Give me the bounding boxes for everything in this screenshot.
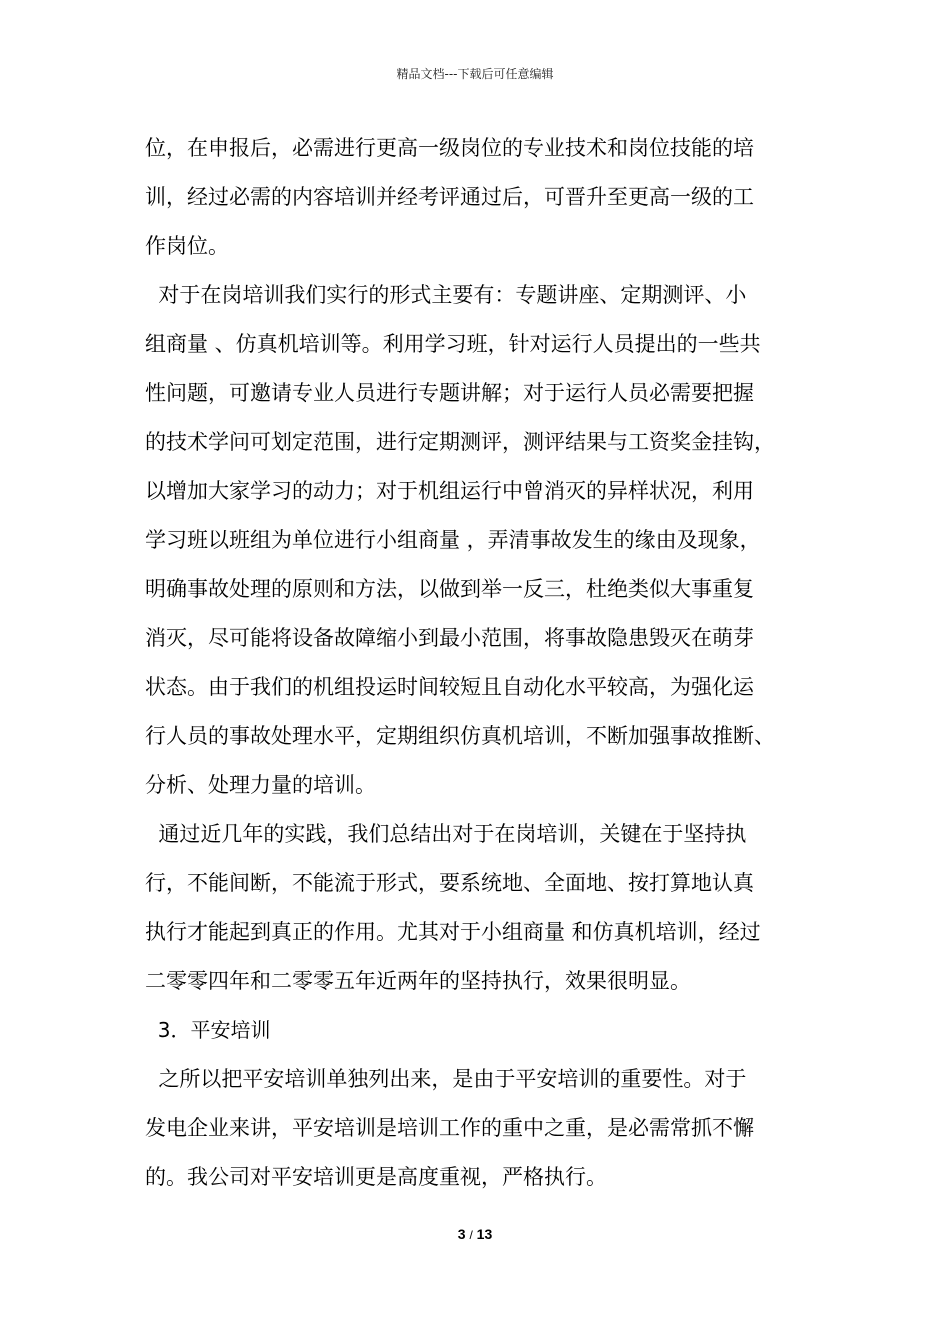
page-header xyxy=(0,66,950,82)
header-text: 精品文档---下载后可任意编辑 xyxy=(396,67,554,81)
text-line: 训，经过必需的内容培训并经考评通过后，可晋升至更高一级的工 xyxy=(145,185,754,209)
text-line: 的。我公司对平安培训更是高度重视，严格执行。 xyxy=(145,1165,607,1189)
text-line: 组商量 、仿真机培训等。利用学习班，针对运行人员提出的一些共 xyxy=(145,332,761,356)
document-body xyxy=(145,124,830,1202)
heading-text: 3．平安培训 xyxy=(145,1018,271,1042)
text-line: 明确事故处理的原则和方法，以做到举一反三，杜绝类似大事重复 xyxy=(145,577,754,601)
text-line: 行，不能间断，不能流于形式，要系统地、全面地、按打算地认真 xyxy=(145,871,754,895)
paragraph xyxy=(145,810,830,1006)
text-line: 分析、处理力量的培训。 xyxy=(145,773,376,797)
text-line: 行人员的事故处理水平，定期组织仿真机培训，不断加强事故推断、 xyxy=(145,724,775,748)
text-line: 以增加大家学习的动力；对于机组运行中曾消灭的异样状况，利用 xyxy=(145,479,754,503)
text-line: 对于在岗培训我们实行的形式主要有：专题讲座、定期测评、小 xyxy=(145,283,747,307)
text-line: 的技术学问可划定范围，进行定期测评，测评结果与工资奖金挂钩， xyxy=(145,430,775,454)
text-line: 性问题，可邀请专业人员进行专题讲解；对于运行人员必需要把握 xyxy=(145,381,754,405)
text-line: 通过近几年的实践，我们总结出对于在岗培训，关键在于坚持执 xyxy=(145,822,747,846)
text-line: 消灭，尽可能将设备故障缩小到最小范围，将事故隐患毁灭在萌芽 xyxy=(145,626,754,650)
text-line: 作岗位。 xyxy=(145,234,229,258)
paragraph xyxy=(145,1055,830,1202)
page-separator: / xyxy=(469,1228,473,1242)
page-number xyxy=(0,1226,950,1242)
text-line: 位，在申报后，必需进行更高一级岗位的专业技术和岗位技能的培 xyxy=(145,136,754,160)
text-line: 之所以把平安培训单独列出来，是由于平安培训的重要性。对于 xyxy=(145,1067,747,1091)
paragraph xyxy=(145,124,830,271)
text-line: 发电企业来讲，平安培训是培训工作的重中之重，是必需常抓不懈 xyxy=(145,1116,754,1140)
paragraph xyxy=(145,271,830,810)
page-total: 13 xyxy=(476,1226,493,1242)
text-line: 学习班以班组为单位进行小组商量 ，弄清事故发生的缘由及现象， xyxy=(145,528,761,552)
section-heading xyxy=(145,1006,830,1055)
text-line: 状态。由于我们的机组投运时间较短且自动化水平较高，为强化运 xyxy=(145,675,754,699)
text-line: 执行才能起到真正的作用。尤其对于小组商量 和仿真机培训，经过 xyxy=(145,920,761,944)
text-line: 二零零四年和二零零五年近两年的坚持执行，效果很明显。 xyxy=(145,969,691,993)
page-current: 3 xyxy=(457,1226,466,1242)
